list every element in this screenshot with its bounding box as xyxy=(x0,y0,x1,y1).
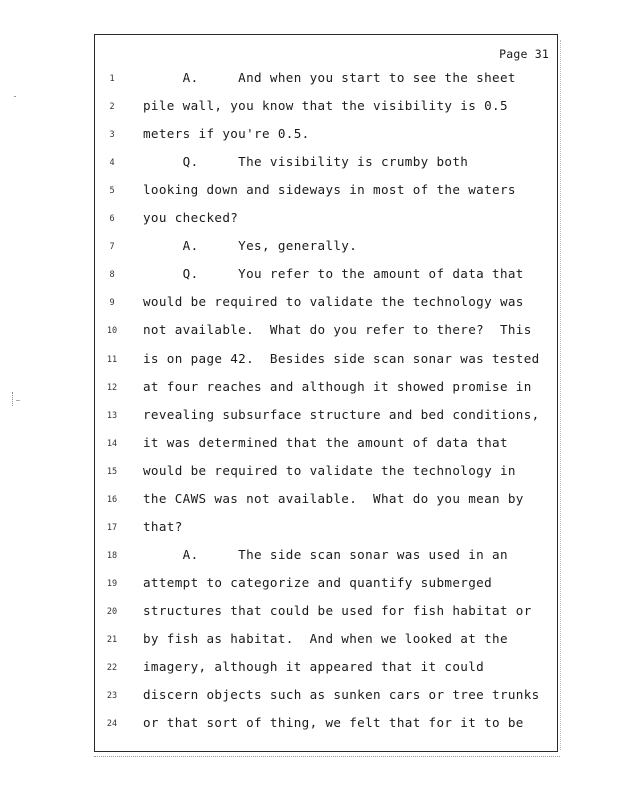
line-number: 8 xyxy=(109,270,115,281)
scan-edge xyxy=(560,40,562,750)
transcript-line xyxy=(95,603,559,623)
line-number: 18 xyxy=(106,550,118,561)
transcript-line xyxy=(95,294,559,314)
transcript-line xyxy=(95,435,559,455)
transcript-line xyxy=(95,519,559,539)
line-number: 9 xyxy=(109,298,115,309)
line-text: meters if you're 0.5. xyxy=(143,126,310,142)
line-number: 24 xyxy=(106,719,118,730)
line-text: imagery, although it appeared that it could xyxy=(143,659,485,675)
line-text: A. And when you start to see the sheet xyxy=(143,70,516,85)
transcript-line xyxy=(95,631,559,651)
transcript-line xyxy=(95,463,559,483)
line-number: 19 xyxy=(106,578,118,589)
transcript-line xyxy=(95,687,559,707)
line-text: structures that could be used for fish habitat or xyxy=(143,602,532,618)
line-text: A. Yes, generally. xyxy=(143,238,358,254)
transcript-line xyxy=(95,126,559,146)
scan-speck xyxy=(12,392,14,406)
line-number: 23 xyxy=(106,691,118,702)
line-text: would be required to validate the technology in xyxy=(143,462,516,478)
line-text: looking down and sideways in most of the waters xyxy=(143,182,516,198)
line-number: 10 xyxy=(106,326,118,337)
line-text: or that sort of thing, we felt that for it to be xyxy=(143,715,524,731)
line-number: 21 xyxy=(106,635,118,645)
transcript-line xyxy=(95,322,559,342)
line-text: you checked? xyxy=(143,210,239,226)
transcript-line xyxy=(95,266,559,286)
line-number: 13 xyxy=(106,410,118,421)
line-number: 12 xyxy=(106,382,118,393)
line-number: 22 xyxy=(106,663,118,674)
transcript-line xyxy=(95,70,559,90)
line-text: at four reaches and although it showed promise in xyxy=(143,378,532,394)
transcript-line xyxy=(95,407,559,427)
transcript-page xyxy=(94,34,558,752)
line-text: discern objects such as sunken cars or tree trunks xyxy=(143,687,540,703)
page-number: Page 31 xyxy=(499,47,549,61)
line-text: pile wall, you know that the visibility is 0.5 xyxy=(143,98,508,114)
transcript-line xyxy=(95,98,559,118)
transcript-line xyxy=(95,351,559,371)
line-number: 1 xyxy=(109,74,115,84)
line-text: is on page 42. Besides side scan sonar was tested xyxy=(143,350,540,366)
line-number: 15 xyxy=(106,466,118,477)
line-number: 7 xyxy=(109,242,115,253)
transcript-line xyxy=(95,659,559,679)
line-number: 17 xyxy=(106,522,118,533)
transcript-line xyxy=(95,547,559,567)
line-text: revealing subsurface structure and bed conditions, xyxy=(143,406,540,422)
line-number: 14 xyxy=(106,438,118,449)
line-text: the CAWS was not available. What do you mean by xyxy=(143,490,524,506)
line-text: would be required to validate the technology was xyxy=(143,294,524,310)
line-text: Q. The visibility is crumby both xyxy=(143,154,469,170)
transcript-line xyxy=(95,491,559,511)
line-number: 6 xyxy=(109,214,115,225)
line-number: 20 xyxy=(106,606,118,617)
line-number: 3 xyxy=(109,130,115,141)
line-number: 2 xyxy=(109,102,115,113)
transcript-line xyxy=(95,154,559,174)
transcript-line xyxy=(95,210,559,230)
line-number: 5 xyxy=(109,186,115,197)
scan-speck xyxy=(16,400,20,401)
line-text: it was determined that the amount of data that xyxy=(143,434,508,450)
transcript-line xyxy=(95,238,559,258)
transcript-line xyxy=(95,575,559,595)
line-number: 16 xyxy=(106,494,118,505)
transcript-line xyxy=(95,182,559,202)
line-number: 4 xyxy=(109,158,115,169)
transcript-line xyxy=(95,715,559,735)
line-text: by fish as habitat. And when we looked at the xyxy=(143,631,508,646)
line-text: not available. What do you refer to there? This xyxy=(143,322,532,338)
line-number: 11 xyxy=(106,354,118,365)
scan-speck xyxy=(14,96,16,97)
scan-edge xyxy=(94,756,560,758)
line-text: A. The side scan sonar was used in an xyxy=(143,546,508,562)
line-text: attempt to categorize and quantify submerged xyxy=(143,574,493,590)
transcript-line xyxy=(95,379,559,399)
line-text: Q. You refer to the amount of data that xyxy=(143,266,524,282)
line-text: that? xyxy=(143,518,183,534)
